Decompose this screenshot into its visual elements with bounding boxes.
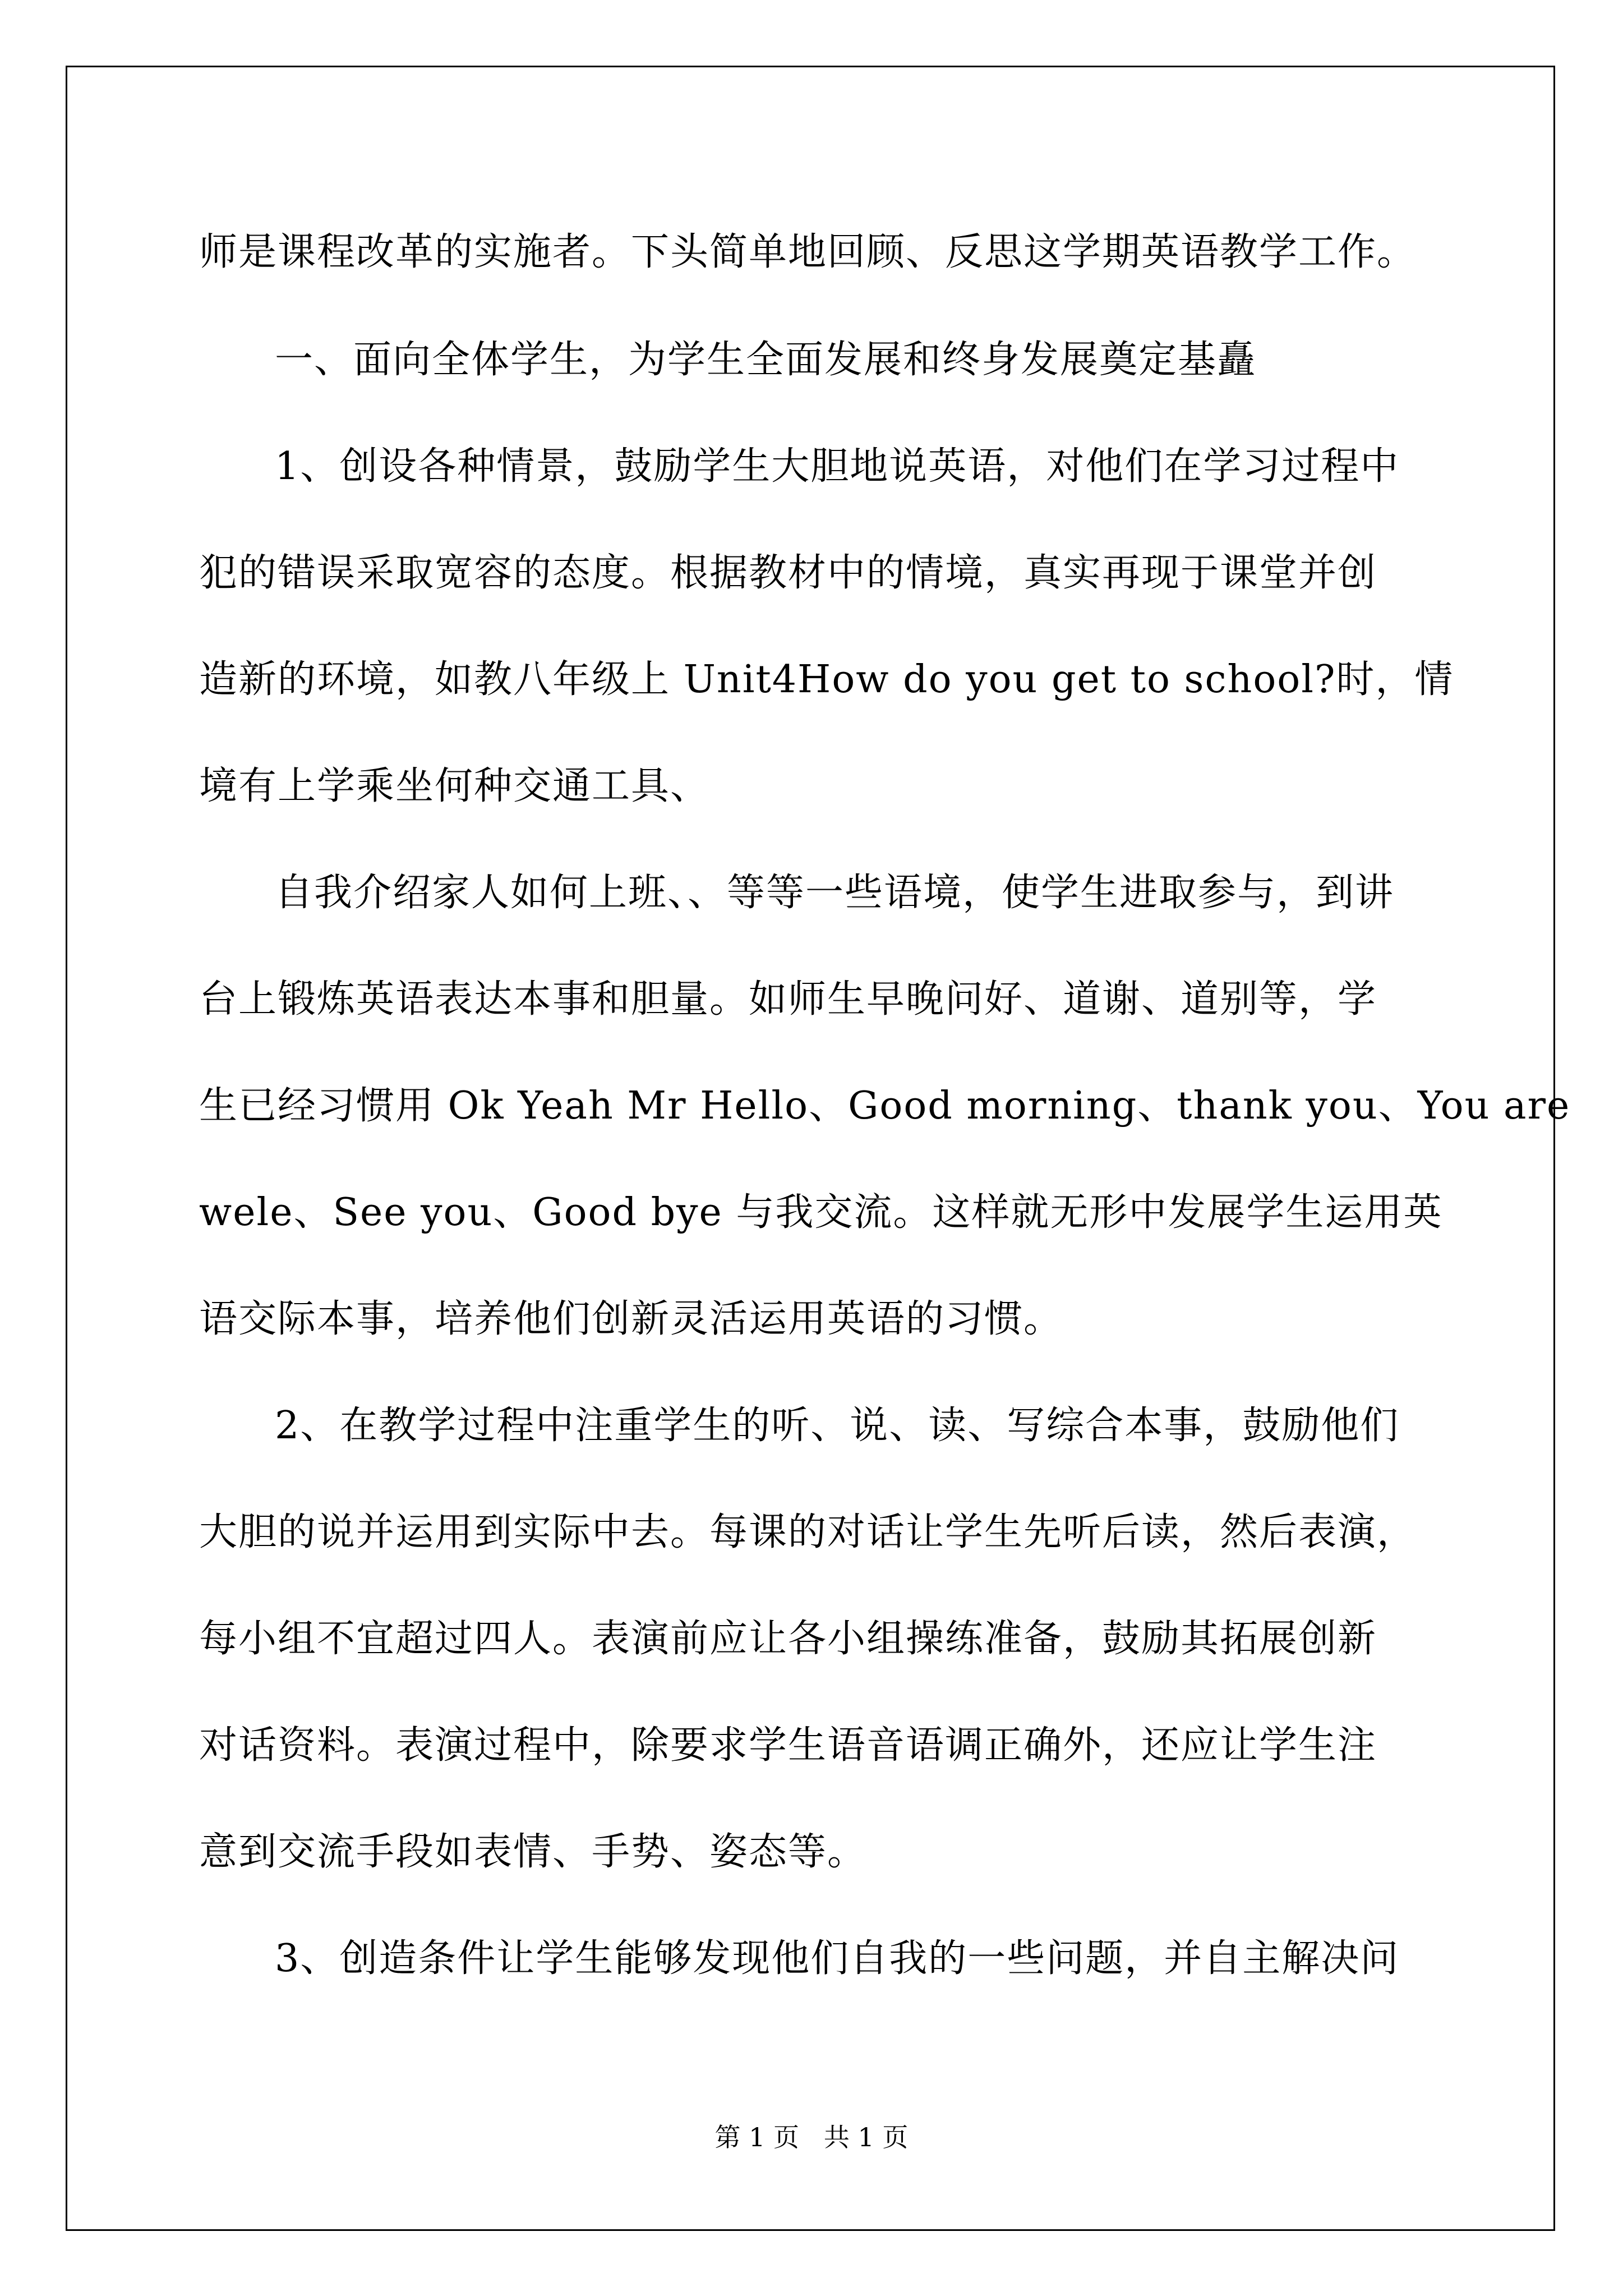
text-line: 每小组不宜超过四人。表演前应让各小组操练准备，鼓励其拓展创新 [199,1617,1377,1661]
text-line: 自我介绍家人如何上班、、等等一些语境，使学生进取参与，到讲 [275,871,1395,915]
page-footer: 第 1 页 共 1 页 [714,2122,909,2152]
page-frame [66,66,1555,2231]
text-line: 生已经习惯用 Ok Yeah Mr Hello、Good morning、thank you、You are [199,1084,1571,1128]
text-line: 3、创造条件让学生能够发现他们自我的一些问题，并自主解决问 [275,1936,1400,1981]
text-line: 境有上学乘坐何种交通工具、 [199,764,710,808]
text-line: 意到交流手段如表情、手势、姿态等。 [199,1830,867,1874]
text-line: 犯的错误采取宽容的态度。根据教材中的情境，真实再现于课堂并创 [199,551,1377,595]
text-line: 师是课程改革的实施者。下头简单地回顾、反思这学期英语教学工作。 [199,230,1417,274]
text-line: 对话资料。表演过程中，除要求学生语音语调正确外，还应让学生注 [199,1723,1377,1768]
text-line: 造新的环境，如教八年级上 Unit4How do you get to school?时，情 [199,657,1454,702]
text-line: 1、创设各种情景，鼓励学生大胆地说英语，对他们在学习过程中 [275,444,1400,489]
text-line: 2、在教学过程中注重学生的听、说、读、写综合本事，鼓励他们 [275,1404,1400,1448]
text-line: 语交际本事，培养他们创新灵活运用英语的习惯。 [199,1297,1063,1341]
text-line: wele、See you、Good bye 与我交流。这样就无形中发展学生运用英 [199,1190,1443,1235]
text-line: 大胆的说并运用到实际中去。每课的对话让学生先听后读，然后表演， [199,1510,1417,1554]
section-heading: 一、面向全体学生，为学生全面发展和终身发展奠定基矗 [275,338,1257,382]
text-line: 台上锻炼英语表达本事和胆量。如师生早晚问好、道谢、道别等，学 [199,977,1377,1022]
